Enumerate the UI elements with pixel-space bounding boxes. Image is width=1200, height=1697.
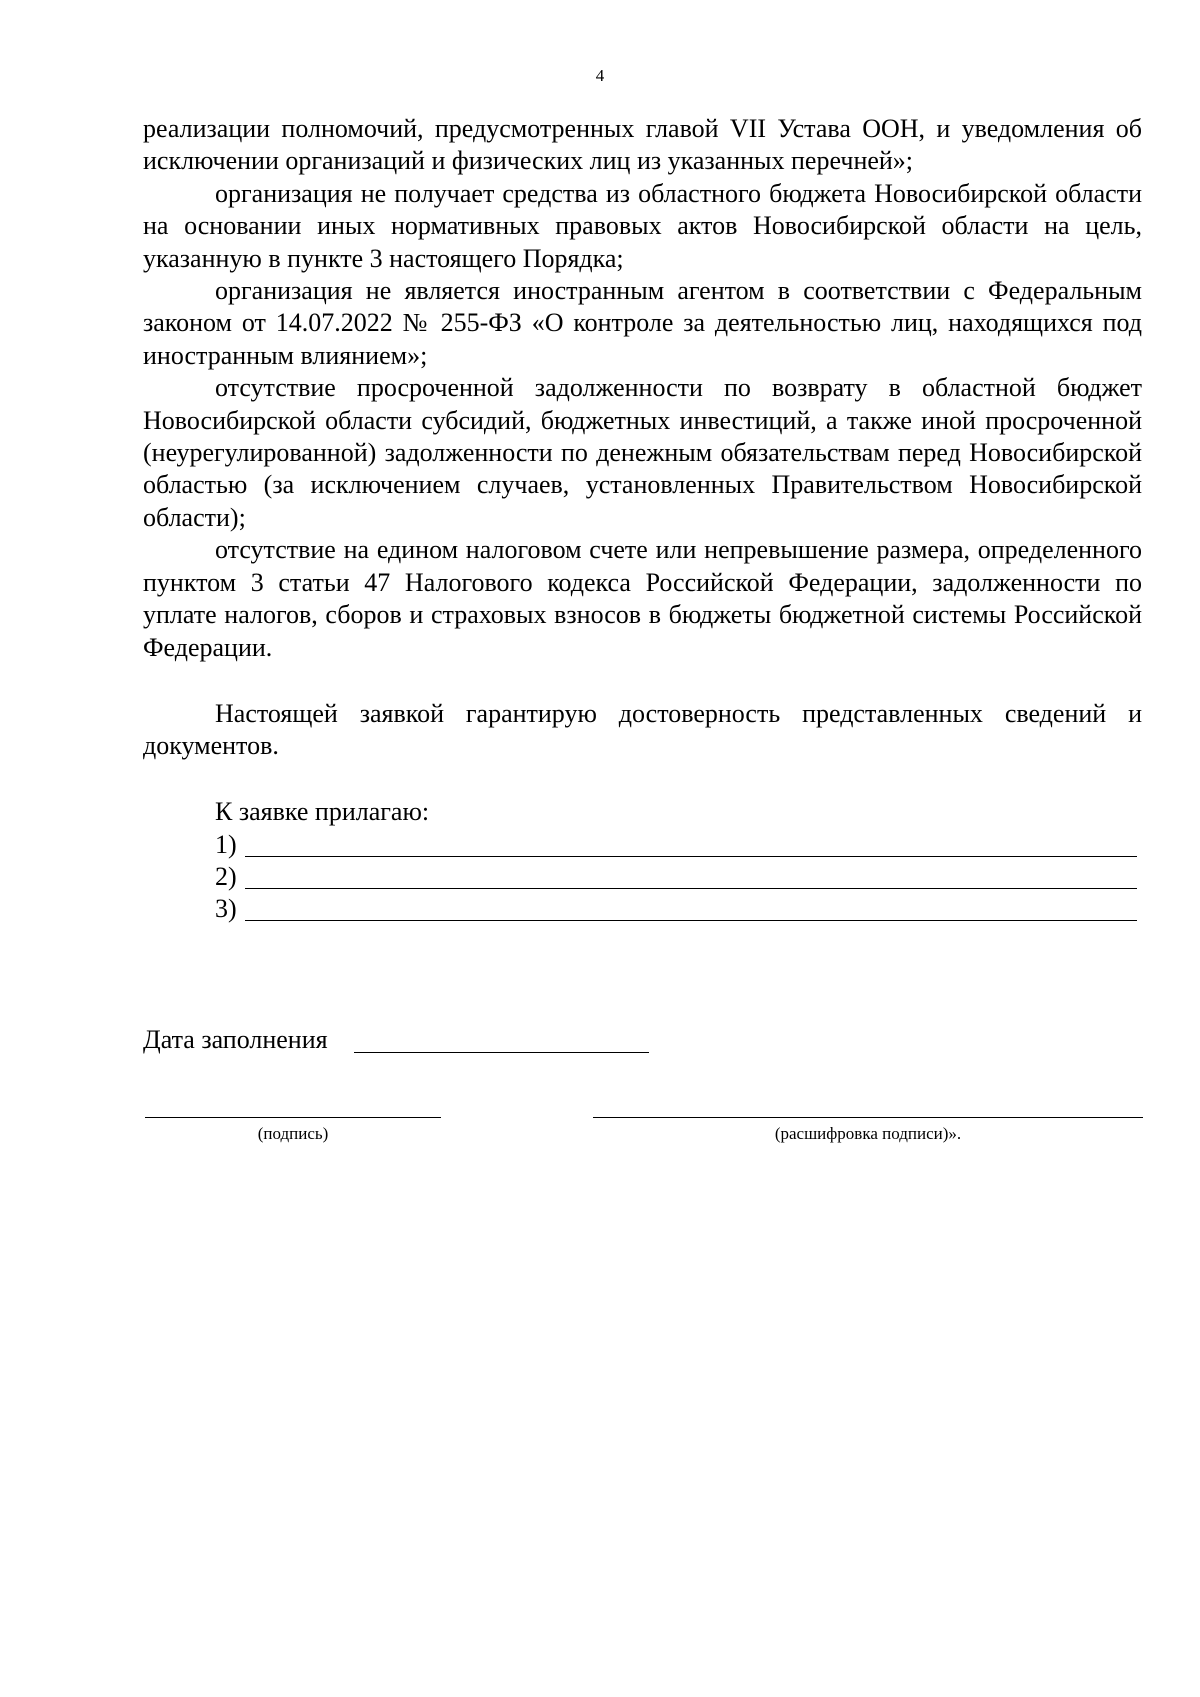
signature-decoding-caption: (расшифровка подписи)». — [774, 1124, 962, 1143]
paragraph-not-foreign-agent: организация не является иностранным агентом в соответствии с Федеральным законом от 14.07.2022 № 255-ФЗ «О контроле за деятельностью лиц, находящихся под иностранным влиянием»; — [143, 276, 1142, 370]
paragraph-no-overdue-debt: отсутствие просроченной задолженности по возврату в областной бюджет Новосибирской области субсидий, бюджетных инвестиций, а также иной просроченной (неурегулированной) задолженности по денежным обязательствам перед Новосибирской областью (за исключением случаев, установленных Правительством Новосибирской области); — [143, 373, 1142, 532]
attachment-item — [215, 829, 1137, 861]
attachment-number: 2) — [215, 862, 237, 891]
attachment-blank-line[interactable] — [245, 920, 1137, 921]
paragraph-no-tax-debt: отсутствие на едином налоговом счете или непревышение размера, определенного пунктом 3 статьи 47 Налогового кодекса Российской Федерации, задолженности по уплате налогов, сборов и страховых взносов в бюджеты бюджетной системы Российской Федерации. — [143, 535, 1142, 662]
attachment-item — [215, 861, 1137, 893]
page-number: 4 — [595, 66, 605, 85]
attachment-blank-line[interactable] — [245, 888, 1137, 889]
attachments-list — [215, 829, 1137, 925]
signature-blank-line[interactable] — [145, 1117, 441, 1118]
attachments-title: К заявке прилагаю: — [215, 797, 430, 826]
fill-date-label: Дата заполнения — [143, 1025, 328, 1054]
attachment-item — [215, 893, 1137, 925]
conditions-text — [143, 113, 1142, 664]
attachment-blank-line[interactable] — [245, 856, 1137, 857]
fill-date-blank-line[interactable] — [354, 1052, 649, 1053]
attachment-number: 1) — [215, 830, 237, 859]
paragraph-un-charter: реализации полномочий, предусмотренных главой VII Устава ООН, и уведомления об исключении организаций и физических лиц из указанных перечней»; — [143, 114, 1142, 176]
signature-caption: (подпись) — [257, 1124, 329, 1143]
signature-decoding-blank-line[interactable] — [593, 1117, 1143, 1118]
paragraph-no-other-funds: организация не получает средства из областного бюджета Новосибирской области на основании иных нормативных правовых актов Новосибирской области на цель, указанную в пункте 3 настоящего Порядка; — [143, 178, 1142, 273]
guarantee-statement: Настоящей заявкой гарантирую достоверность представленных сведений и документов. — [143, 699, 1142, 761]
attachment-number: 3) — [215, 894, 237, 923]
